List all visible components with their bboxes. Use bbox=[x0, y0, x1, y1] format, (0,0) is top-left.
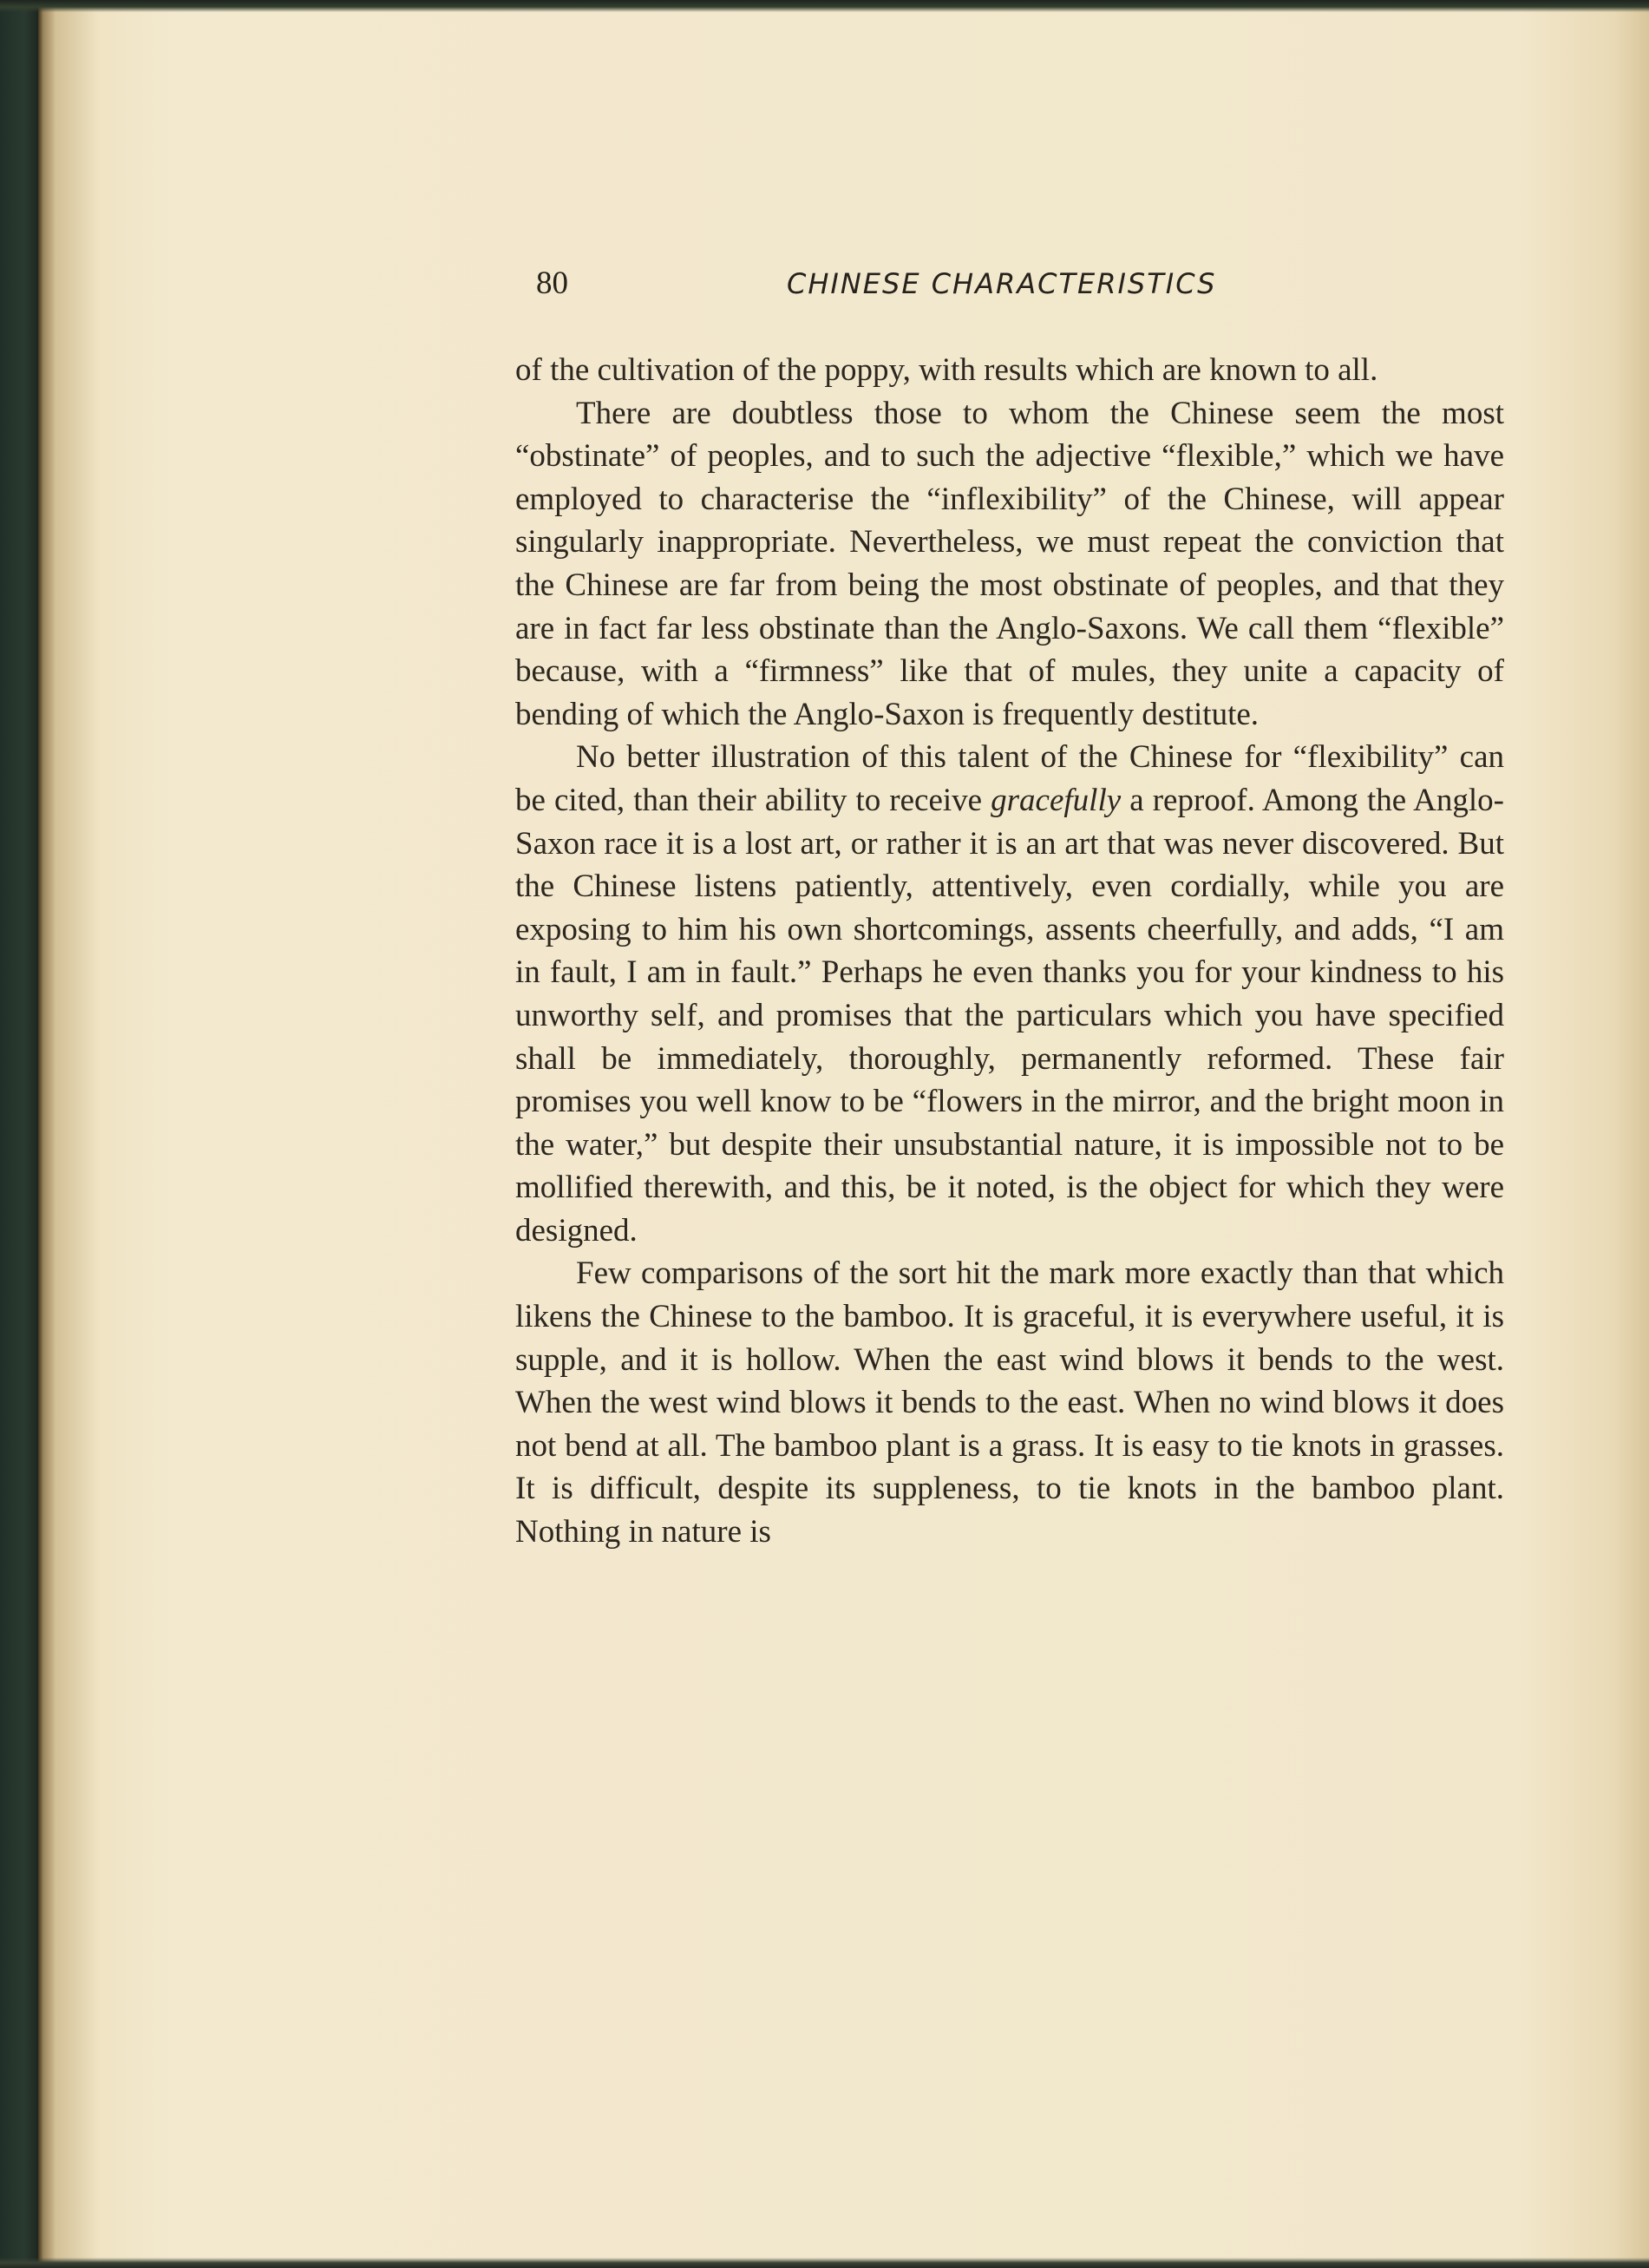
page-bottom-edge bbox=[0, 2258, 1649, 2268]
paragraph-obstinacy: There are doubtless those to whom the Chinese seem the most “obstinate” of peoples, and to such the adjective “flexible,” which we have employed to characterise the “inflexibility” of the Chinese, will appear singularly inappropriate. Nevertheless, we must repeat the conviction that the Chinese are far from being the most obstinate of peoples, and that they are in fact far less obstinate than the Anglo-Saxons. We call them “flexible” because, with a “firmness” like that of mules, they unite a capacity of bending of which the Anglo-Saxon is frequently destitute. bbox=[515, 395, 1504, 732]
page-body bbox=[515, 349, 1504, 1554]
paragraph-continuation: of the cultivation of the poppy, with results which are known to all. bbox=[515, 352, 1378, 388]
italic-word-gracefully: gracefully bbox=[991, 782, 1122, 818]
page-top-edge bbox=[0, 0, 1649, 12]
paragraph-reproof bbox=[515, 736, 1504, 1252]
running-title: CHINESE CHARACTERISTICS bbox=[787, 267, 1217, 300]
paragraph-reproof-text-before: No better illustration of this talent of the Chinese for “flexibility” can be cited, than their ability to receive bbox=[515, 739, 1504, 818]
running-head bbox=[515, 265, 1504, 317]
page-number: 80 bbox=[536, 265, 568, 301]
paragraph-bamboo: Few comparisons of the sort hit the mark more exactly than that which likens the Chinese to the bamboo. It is graceful, it is everywhere useful, it is supple, and it is hollow. When the east wind blows it bends to the west. When the west wind blows it bends to the east. When no wind blows it does not bend at all. The bamboo plant is a grass. It is easy to tie knots in grasses. It is difficult, despite its suppleness, to tie knots in the bamboo plant. Nothing in nature is bbox=[515, 1255, 1504, 1550]
book-binding-shadow bbox=[38, 0, 99, 2268]
paragraph-reproof-text-after: a reproof. Among the Anglo-Saxon race it is a lost art, or rather it is an art that was never discovered. But the Chinese listens patiently, attentively, even cordially, while you are exposing to him his own shortcomings, assents cheerfully, and adds, “I am in fault, I am in fault.” Perhaps he even thanks you for your kindness to his unworthy self, and promises that the particulars which you have specified shall be immediately, thoroughly, permanently reformed. These fair promises you well know to be “flowers in the mirror, and the bright moon in the water,” but despite their unsubstantial nature, it is impossible not to be mollified therewith, and this, be it noted, is the object for which they were designed. bbox=[515, 782, 1504, 1249]
